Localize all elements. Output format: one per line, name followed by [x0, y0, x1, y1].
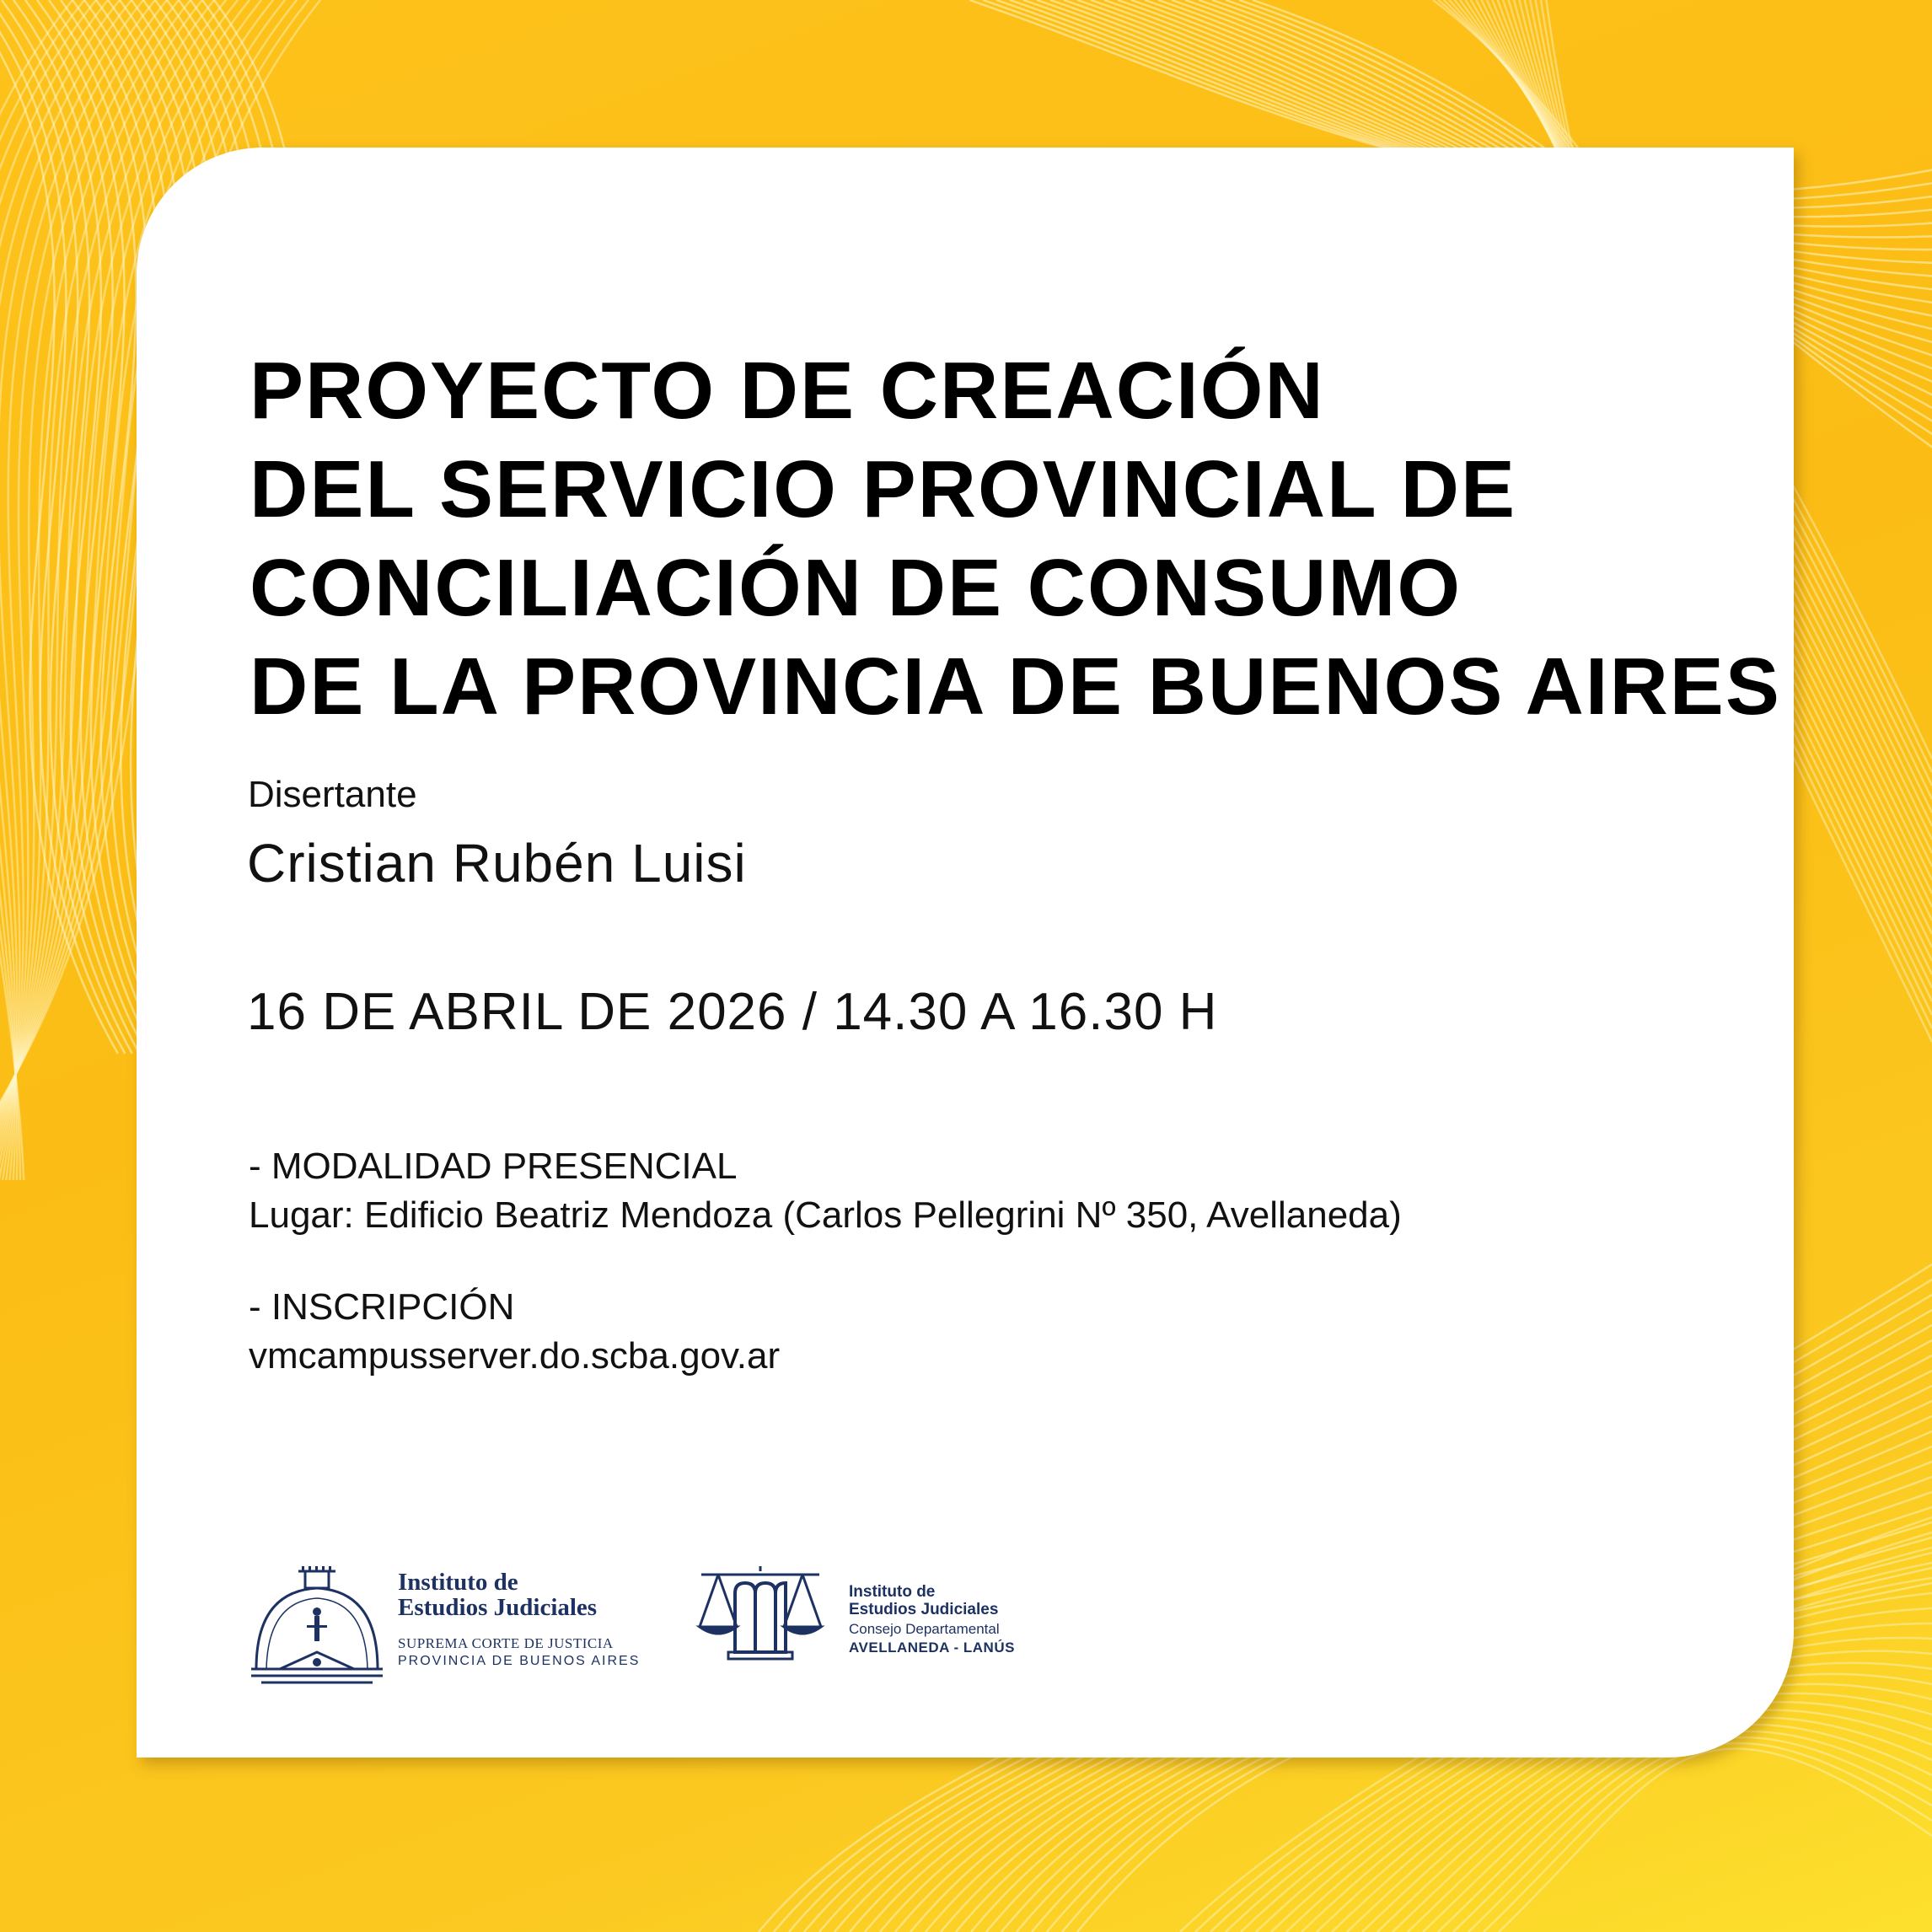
scba-logo-line: Instituto de: [398, 1569, 518, 1596]
registration-link[interactable]: vmcampusserver.do.scba.gov.ar: [249, 1335, 781, 1377]
scba-logo-line: SUPREMA CORTE DE JUSTICIA: [398, 1635, 614, 1651]
title-line: DE LA PROVINCIA DE BUENOS AIRES: [250, 641, 1781, 732]
title-line: PROYECTO DE CREACIÓN: [250, 346, 1325, 436]
scales-of-justice-icon: [693, 1559, 836, 1694]
title-line: DEL SERVICIO PROVINCIAL DE: [250, 444, 1516, 534]
speaker-label: Disertante: [248, 774, 417, 815]
departmental-logo-line: Estudios Judiciales: [849, 1601, 999, 1618]
event-card: [137, 148, 1794, 1758]
wave-line: [1499, 1748, 1932, 1932]
wave-line: [1453, 1731, 1932, 1932]
event-date-time: 16 DE ABRIL DE 2026 / 14.30 A 16.30 H: [247, 983, 1218, 1041]
title-line: CONCILIACIÓN DE CONSUMO: [250, 543, 1462, 633]
scba-logo: [246, 1559, 642, 1694]
scba-logo-line: PROVINCIA DE BUENOS AIRES: [398, 1654, 641, 1668]
modality-text: - MODALIDAD PRESENCIAL: [249, 1146, 738, 1187]
departmental-logo: [693, 1559, 1047, 1694]
departmental-logo-line: Instituto de: [849, 1583, 936, 1601]
event-title: [250, 341, 1781, 736]
venue-text: Lugar: Edificio Beatriz Mendoza (Carlos Pellegrini Nº 350, Avellaneda): [249, 1194, 1402, 1236]
departmental-logo-line: AVELLANEDA - LANÚS: [849, 1640, 1015, 1656]
registration-label: - INSCRIPCIÓN: [249, 1286, 515, 1328]
courthouse-dome-icon: [246, 1559, 389, 1694]
speaker-name: Cristian Rubén Luisi: [247, 833, 747, 894]
departmental-logo-line: Consejo Departamental: [849, 1621, 1000, 1637]
scba-logo-line: Estudios Judiciales: [398, 1594, 598, 1621]
